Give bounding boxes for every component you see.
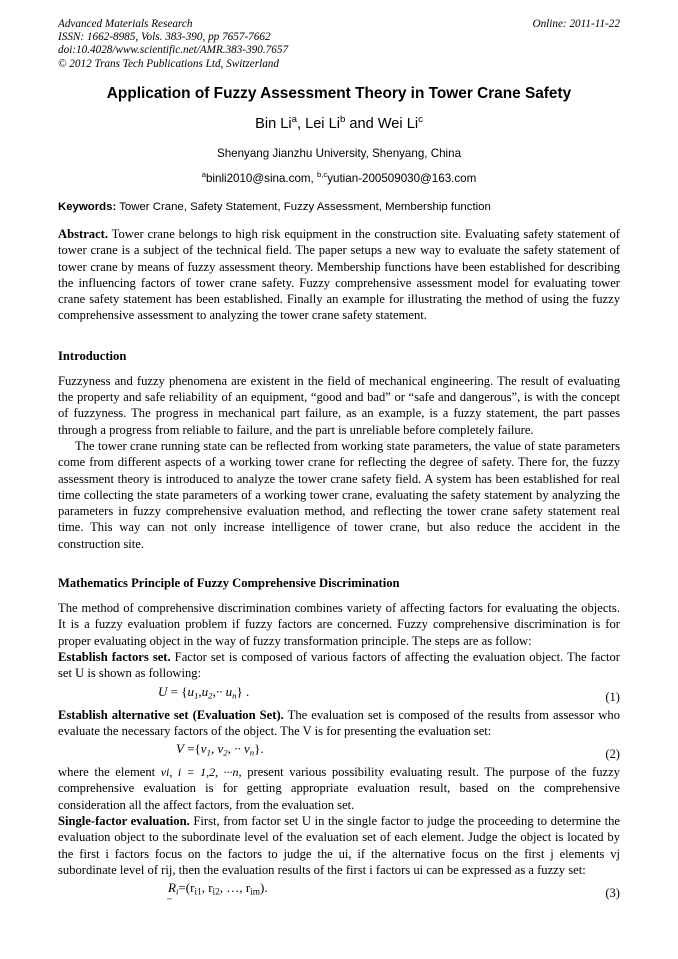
- eq3-sub-1: i1: [194, 887, 202, 898]
- eq2-sub-1: 1: [206, 747, 211, 758]
- equation-1-number: (1): [605, 689, 620, 704]
- eq3-sub-2: i2: [212, 887, 220, 898]
- author-separator-1: ,: [296, 116, 306, 132]
- equation-1-row: [58, 684, 620, 705]
- eq2-sub-2: 2: [223, 747, 228, 758]
- eq3-mid-1: , r: [201, 880, 213, 896]
- email-2-marker: b,c: [317, 170, 328, 180]
- eq2-close-brace: }: [254, 741, 261, 757]
- eq1-sub-3: n: [232, 690, 237, 700]
- where-text-before: where the element: [58, 765, 161, 780]
- where-text-after: , present various possibility evaluating result. The purpose of the fuzzy comprehensive evaluation is for getting appropriate evaluation result, based on the comprehensive consideration all the affect factors, from the evaluation set.: [58, 765, 620, 812]
- eq2-term-3: , ·· v: [227, 741, 250, 757]
- establish-factors-label: Establish factors set.: [58, 649, 171, 664]
- email-2: yutian-200509030@163.com: [327, 172, 477, 185]
- equation-1-body: [58, 684, 249, 700]
- eq2-open-brace: {: [194, 741, 201, 757]
- affiliation: Shenyang Jianzhu University, Shenyang, China: [216, 147, 462, 160]
- masthead: [58, 18, 620, 74]
- abstract-text: Tower crane belongs to high risk equipment in the construction site. Evaluating safety statement of tower crane is a subject of the technical field. The paper setups a new way to evaluate the safety statement of tower crane by means of fuzzy assessment theory. Membership functions have been established for describing the influencing factors of tower crane safety. Fuzzy comprehensive assessment model for evaluating tower crane safety statement has been established. Finally an example for illustrating the method of using the fuzzy comprehensive assessment to analyzing the tower crane safety statement.: [58, 227, 620, 323]
- eq3-mid-2: , …, r: [219, 880, 251, 896]
- author-3-name: Wei Li: [377, 116, 419, 132]
- eq1-equals: =: [167, 683, 182, 699]
- where-element-paragraph: [58, 764, 620, 813]
- online-date: Online: 2011-11-22: [532, 18, 620, 30]
- eq2-equals: =: [183, 741, 195, 757]
- equation-3-body: [58, 880, 268, 896]
- email-line: [58, 171, 620, 187]
- eq1-close-brace: }: [236, 683, 243, 699]
- establish-factors-paragraph: [58, 649, 620, 682]
- equation-2-row: [58, 741, 620, 762]
- author-2-name: Lei Li: [305, 116, 340, 132]
- eq1-term-1: u: [187, 683, 194, 699]
- doi-line: doi:10.4028/www.scientific.net/AMR.383-390.7657: [58, 44, 289, 57]
- eq1-sub-2: 2: [208, 690, 213, 700]
- author-1-name: Bin Li: [255, 116, 292, 132]
- keywords-line: [58, 200, 620, 215]
- eq1-term-2: ,u: [198, 683, 209, 699]
- eq2-term-1: v: [200, 741, 207, 757]
- author-separator-2: and: [345, 116, 378, 132]
- issn-line: ISSN: 1662-8985, Vols. 383-390, pp 7657-7662: [58, 31, 271, 44]
- paper-title: Application of Fuzzy Assessment Theory in Tower Crane Safety: [106, 85, 572, 102]
- equation-3-row: [58, 880, 620, 901]
- eq2-lhs: V: [176, 741, 184, 757]
- introduction-heading: Introduction: [58, 348, 127, 363]
- eq1-sub-1: 1: [193, 690, 199, 700]
- eq2-term-2: , v: [211, 741, 224, 757]
- establish-alternative-label: Establish alternative set (Evaluation Set).: [58, 707, 284, 722]
- establish-alternative-text: The evaluation set is composed of the results from assessor who evaluate the necessary factors of the object. The V is for presenting the evaluation set:: [58, 707, 620, 738]
- equation-2-body: [58, 741, 264, 757]
- eq2-trail: .: [260, 741, 264, 757]
- where-inline-math: vi, i = 1,2, ···n: [160, 765, 239, 780]
- email-1-marker: a: [201, 170, 206, 180]
- mathematics-paragraph-1: The method of comprehensive discrimination combines variety of affecting factors for evaluating the objects. It is a fuzzy evaluation problem if fuzzy factors are concerned. Fuzzy comprehensive discrimination is for proper evaluating object in the way of fuzzy transformation principle. The steps are as follow:: [58, 601, 620, 648]
- abstract-paragraph: [58, 226, 620, 324]
- establish-factors-text: Factor set is composed of various factors of affecting the evaluation object. The factor set U is shown as following:: [58, 649, 620, 681]
- keywords-value: Tower Crane, Safety Statement, Fuzzy Assessment, Membership function: [116, 201, 491, 213]
- author-2-marker: b: [339, 114, 346, 126]
- eq3-close: ).: [260, 880, 268, 896]
- keywords-label: Keywords:: [58, 201, 117, 213]
- introduction-paragraph-2: The tower crane running state can be reflected from working state parameters, the value of state parameters come from different aspects of a working tower crane for reflecting the degree of safety. There for, the fuzzy assessment theory is introduced to analyze the tower crane safety field. A system has been established for real time collecting the state parameters of a working tower crane, evaluating the safety statement by analyzing the parameters in fuzzy comprehensive evaluation method, and reflecting the tower crane safety statement real time. This way can not only increase intelligence of tower crane, but also reduce the accident in the construction site.: [58, 438, 620, 551]
- author-3-marker: c: [418, 114, 423, 126]
- eq1-open-brace: {: [181, 683, 188, 699]
- single-factor-text: First, from factor set U in the single factor to judge the proceeding to determine the evaluation object to the subordinate level of the evaluation set of each element. Judge the object is located by the first i factors focus on the factors to judge the ui, if the alternative focus on the first j elements vj subordinate level of rij, then the evaluation results of the first i factors ui can be expressed as a fuzzy set:: [58, 814, 620, 877]
- establish-alternative-paragraph: [58, 707, 620, 740]
- eq3-lhs-sub: i: [175, 886, 179, 897]
- author-1-marker: a: [291, 114, 297, 126]
- eq2-sub-3: n: [249, 747, 255, 758]
- eq1-lhs: U: [158, 683, 168, 699]
- copyright-line: © 2012 Trans Tech Publications Ltd, Switzerland: [58, 57, 279, 70]
- introduction-paragraph-1: Fuzzyness and fuzzy phenomena are existent in the field of mechanical engineering. The result of evaluating the property and safe reliability of an equipment, “good and bad” or “safe and dangerous”, is with the concept of fuzzyness. The progress in mechanical part failure, as an example, is a fuzzy statement, the part passes through a progress from reliable to failure, and the part is unreliable before completely failure.: [58, 373, 620, 437]
- author-list: [58, 114, 620, 134]
- email-1: binli2010@sina.com,: [205, 172, 317, 185]
- journal-name: Advanced Materials Research: [58, 18, 193, 30]
- single-factor-label: Single-factor evaluation.: [58, 814, 190, 829]
- masthead-left: [58, 18, 478, 71]
- abstract-label: Abstract.: [58, 227, 109, 241]
- mathematics-heading: Mathematics Principle of Fuzzy Comprehensive Discrimination: [58, 576, 400, 591]
- eq3-equals: =(r: [178, 880, 195, 896]
- eq1-trail: .: [242, 683, 250, 699]
- equation-2-number: (2): [605, 747, 620, 762]
- eq1-term-3: ,·· u: [212, 683, 233, 699]
- equation-3-number: (3): [605, 886, 620, 901]
- eq3-sub-3: im: [250, 887, 261, 898]
- eq3-lhs: R ~: [168, 880, 176, 896]
- single-factor-paragraph: [58, 813, 620, 878]
